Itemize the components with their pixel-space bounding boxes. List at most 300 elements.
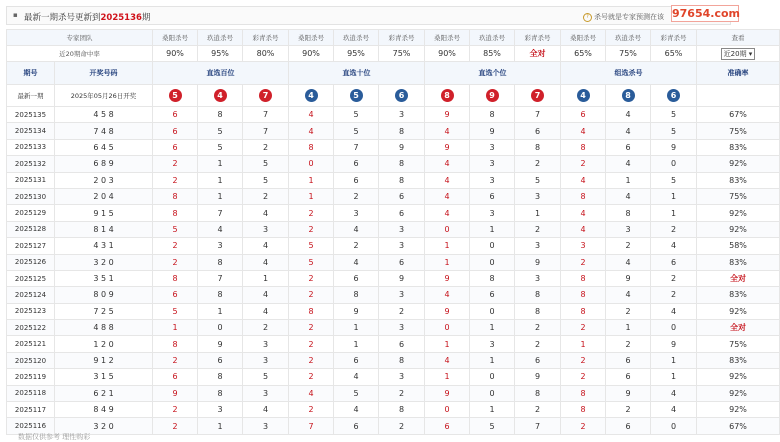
expert-hit-rate: 65% [651,46,697,62]
kill-value-cell: 4 [334,254,379,270]
kill-value-cell: 4 [334,369,379,385]
kill-value-cell: 2 [515,402,561,418]
kill-value-cell: 4 [198,221,243,237]
table-row [7,320,780,336]
open-number-cell: 8 1 4 [55,221,153,237]
period-cell: 2025130 [7,188,55,204]
kill-value-cell: 8 [153,270,198,286]
latest-ball-cell [651,85,697,107]
kill-value-cell: 1 [651,188,697,204]
kill-value-cell: 6 [425,418,470,434]
kill-value-cell: 8 [470,270,515,286]
open-number-cell: 3 2 0 [55,418,153,434]
kill-value-cell: 8 [515,139,561,155]
kill-value-cell: 5 [651,172,697,188]
kill-value-cell: 0 [470,369,515,385]
table-row [7,172,780,188]
kill-value-cell: 9 [651,336,697,352]
kill-value-cell: 1 [289,172,334,188]
kill-value-cell: 7 [515,418,561,434]
kill-value-cell: 2 [153,402,198,418]
kill-value-cell: 3 [470,156,515,172]
kill-value-cell: 1 [561,336,606,352]
expert-hit-rate: 65% [561,46,606,62]
accuracy-cell: 92% [697,402,780,418]
kill-value-cell: 4 [606,254,651,270]
kill-value-cell: 9 [425,270,470,286]
expert-name: 彩青杀号 [379,30,425,46]
kill-value-cell: 6 [379,188,425,204]
accuracy-cell: 全对 [697,270,780,286]
kill-value-cell: 4 [606,107,651,123]
accuracy-cell: 92% [697,385,780,401]
accuracy-cell: 75% [697,336,780,352]
kill-value-cell: 8 [561,287,606,303]
kill-value-cell: 8 [289,303,334,319]
open-number-cell: 6 2 1 [55,385,153,401]
open-number-cell: 6 4 5 [55,139,153,155]
number-ball: 6 [667,89,680,102]
kill-value-cell: 3 [470,139,515,155]
kill-value-cell: 3 [334,205,379,221]
number-ball: 4 [305,89,318,102]
kill-value-cell: 4 [425,352,470,368]
kill-value-cell: 9 [425,107,470,123]
kill-value-cell: 4 [561,221,606,237]
kill-value-cell: 3 [379,287,425,303]
number-ball: 5 [169,89,182,102]
kill-value-cell: 9 [606,270,651,286]
kill-value-cell: 5 [334,107,379,123]
expert-team-label: 专家团队 [7,30,153,46]
kill-value-cell: 3 [470,336,515,352]
kill-value-cell: 9 [198,336,243,352]
latest-ball-cell [243,85,289,107]
table-row [7,221,780,237]
kill-value-cell: 4 [334,221,379,237]
kill-value-cell: 8 [561,402,606,418]
kill-value-cell: 4 [425,287,470,303]
kill-value-cell: 2 [379,385,425,401]
kill-value-cell: 9 [425,385,470,401]
footer-note: 数据仅供参考 理性购彩 [18,433,91,441]
table-row [7,402,780,418]
kill-value-cell: 2 [289,352,334,368]
kill-value-cell: 2 [289,336,334,352]
period-cell: 2025119 [7,369,55,385]
kill-value-cell: 8 [561,270,606,286]
expert-name: 玖逍杀号 [606,30,651,46]
open-number-cell: 7 4 8 [55,123,153,139]
kill-value-cell: 1 [470,352,515,368]
latest-ball-cell [289,85,334,107]
kill-value-cell: 3 [515,270,561,286]
accuracy-cell: 83% [697,352,780,368]
open-number-cell: 9 1 2 [55,352,153,368]
table-row [7,336,780,352]
kill-value-cell: 9 [606,385,651,401]
kill-value-cell: 1 [606,320,651,336]
kill-value-cell: 8 [515,303,561,319]
period-cell: 2025134 [7,123,55,139]
kill-value-cell: 5 [289,238,334,254]
accuracy-cell: 92% [697,205,780,221]
open-number-cell: 3 5 1 [55,270,153,286]
kill-value-cell: 6 [470,287,515,303]
open-number-cell: 7 2 5 [55,303,153,319]
kill-value-cell: 5 [243,172,289,188]
period-cell: 2025133 [7,139,55,155]
kill-value-cell: 9 [379,270,425,286]
kill-value-cell: 4 [561,205,606,221]
period-select-cell [697,46,780,62]
kill-value-cell: 4 [243,254,289,270]
expert-name: 玖逍杀号 [198,30,243,46]
latest-ball-cell [379,85,425,107]
kill-value-cell: 6 [153,369,198,385]
kill-value-cell: 5 [289,254,334,270]
kill-value-cell: 3 [243,336,289,352]
group-kill-header: 组选杀号 [561,62,697,85]
kill-value-cell: 6 [561,107,606,123]
kill-value-cell: 8 [379,123,425,139]
kill-value-cell: 8 [515,287,561,303]
kill-value-cell: 8 [198,369,243,385]
kill-value-cell: 3 [198,402,243,418]
kill-value-cell: 4 [606,188,651,204]
number-ball: 6 [395,89,408,102]
kill-value-cell: 9 [425,303,470,319]
accuracy-cell: 83% [697,172,780,188]
kill-value-cell: 4 [651,385,697,401]
expert-hit-rate: 90% [425,46,470,62]
latest-ball-cell [425,85,470,107]
kill-value-cell: 2 [289,270,334,286]
expert-name: 彩青杀号 [651,30,697,46]
kill-value-cell: 2 [515,336,561,352]
kill-value-cell: 2 [651,270,697,286]
latest-ball-cell [606,85,651,107]
kill-value-cell: 3 [243,352,289,368]
accuracy-cell: 92% [697,221,780,237]
kill-value-cell: 8 [561,385,606,401]
kill-value-cell: 6 [379,205,425,221]
number-ball: 8 [441,89,454,102]
accuracy-cell: 67% [697,107,780,123]
table-row [7,287,780,303]
table-row [7,139,780,155]
latest-label: 最新一期 [7,85,55,107]
kill-value-cell: 4 [334,402,379,418]
kill-value-cell: 6 [153,107,198,123]
kill-value-cell: 8 [379,352,425,368]
kill-value-cell: 8 [379,172,425,188]
kill-value-cell: 1 [651,205,697,221]
kill-value-cell: 1 [198,303,243,319]
kill-value-cell: 2 [561,254,606,270]
kill-value-cell: 2 [561,352,606,368]
notice-text: ? 杀号就是专家预测在该 [583,12,664,22]
kill-value-cell: 2 [289,320,334,336]
expert-name: 玖逍杀号 [470,30,515,46]
tens-header: 直选十位 [289,62,425,85]
kill-value-cell: 2 [561,418,606,434]
kill-value-cell: 9 [470,123,515,139]
kill-value-cell: 5 [153,221,198,237]
open-number-cell: 4 8 8 [55,320,153,336]
accuracy-cell: 58% [697,238,780,254]
period-header: 期号 [7,62,55,85]
kill-value-cell: 2 [289,369,334,385]
kill-value-cell: 3 [470,172,515,188]
kill-value-cell: 8 [153,205,198,221]
kill-value-cell: 8 [198,107,243,123]
table-row [7,254,780,270]
kill-value-cell: 6 [198,352,243,368]
accuracy-cell: 92% [697,156,780,172]
kill-value-cell: 4 [243,402,289,418]
kill-value-cell: 6 [470,188,515,204]
kill-value-cell: 1 [515,205,561,221]
kill-value-cell: 1 [153,320,198,336]
period-cell: 2025125 [7,270,55,286]
list-icon: ▪ [13,11,18,19]
kill-value-cell: 8 [379,156,425,172]
kill-value-cell: 2 [243,139,289,155]
kill-value-cell: 6 [606,352,651,368]
title-bar [6,6,731,25]
expert-name: 桑阳杀号 [289,30,334,46]
kill-value-cell: 0 [470,254,515,270]
kill-value-cell: 9 [651,139,697,155]
kill-value-cell: 5 [198,123,243,139]
kill-value-cell: 6 [334,172,379,188]
number-ball: 7 [259,89,272,102]
kill-number-table [6,29,780,435]
watermark-logo: 97654.com [672,7,740,20]
kill-value-cell: 5 [334,123,379,139]
kill-value-cell: 9 [153,385,198,401]
kill-value-cell: 4 [289,107,334,123]
number-ball: 5 [350,89,363,102]
accuracy-cell: 75% [697,123,780,139]
kill-value-cell: 2 [289,287,334,303]
expert-name-row [7,30,780,46]
kill-value-cell: 2 [606,402,651,418]
kill-value-cell: 8 [153,188,198,204]
kill-value-cell: 8 [470,107,515,123]
open-number-cell: 6 8 9 [55,156,153,172]
kill-value-cell: 6 [379,254,425,270]
kill-value-cell: 1 [470,402,515,418]
expert-hit-rate: 80% [243,46,289,62]
kill-value-cell: 2 [561,320,606,336]
kill-value-cell: 1 [198,172,243,188]
table-row [7,303,780,319]
kill-value-cell: 9 [425,139,470,155]
kill-value-cell: 3 [515,188,561,204]
expert-hit-rate: 90% [289,46,334,62]
expert-hit-rate: 90% [153,46,198,62]
units-header: 直选个位 [425,62,561,85]
kill-value-cell: 4 [651,238,697,254]
accuracy-cell: 75% [697,188,780,204]
column-header-row [7,62,780,85]
kill-value-cell: 8 [561,139,606,155]
table-row [7,188,780,204]
kill-value-cell: 3 [561,238,606,254]
kill-value-cell: 2 [561,156,606,172]
latest-ball-cell [470,85,515,107]
number-ball: 4 [214,89,227,102]
open-number-cell: 1 2 0 [55,336,153,352]
kill-value-cell: 2 [379,418,425,434]
kill-value-cell: 7 [515,107,561,123]
period-cell: 2025123 [7,303,55,319]
kill-value-cell: 4 [651,303,697,319]
kill-value-cell: 8 [289,139,334,155]
accuracy-cell: 83% [697,254,780,270]
kill-value-cell: 2 [243,320,289,336]
kill-value-cell: 5 [198,139,243,155]
kill-value-cell: 6 [606,418,651,434]
kill-value-cell: 4 [561,123,606,139]
open-number-cell: 4 5 8 [55,107,153,123]
kill-value-cell: 7 [198,270,243,286]
kill-value-cell: 0 [651,418,697,434]
kill-value-cell: 5 [515,172,561,188]
kill-value-cell: 4 [561,172,606,188]
kill-value-cell: 4 [289,385,334,401]
kill-value-cell: 2 [651,287,697,303]
kill-value-cell: 2 [289,205,334,221]
kill-value-cell: 1 [651,369,697,385]
kill-value-cell: 0 [470,238,515,254]
kill-value-cell: 5 [651,107,697,123]
kill-value-cell: 5 [334,385,379,401]
expert-name: 彩青杀号 [515,30,561,46]
kill-value-cell: 0 [289,156,334,172]
kill-value-cell: 2 [153,418,198,434]
kill-value-cell: 5 [153,303,198,319]
number-ball: 7 [531,89,544,102]
accuracy-cell: 92% [697,369,780,385]
kill-value-cell: 4 [243,205,289,221]
latest-ball-cell [561,85,606,107]
kill-value-cell: 2 [153,156,198,172]
kill-value-cell: 4 [651,402,697,418]
accuracy-cell: 83% [697,139,780,155]
kill-value-cell: 0 [470,385,515,401]
kill-value-cell: 6 [153,123,198,139]
kill-value-cell: 9 [515,369,561,385]
open-number-header: 开奖号码 [55,62,153,85]
kill-value-cell: 0 [425,221,470,237]
period-cell: 2025135 [7,107,55,123]
kill-value-cell: 3 [243,385,289,401]
expert-hit-rate: 75% [606,46,651,62]
accuracy-cell: 92% [697,303,780,319]
kill-value-cell: 4 [606,123,651,139]
kill-value-cell: 0 [651,156,697,172]
kill-value-cell: 2 [515,156,561,172]
kill-value-cell: 0 [651,320,697,336]
kill-value-cell: 2 [515,221,561,237]
kill-value-cell: 2 [606,303,651,319]
period-select[interactable]: 近20期 ▾ [721,48,756,60]
kill-value-cell: 1 [198,156,243,172]
latest-ball-cell [515,85,561,107]
kill-value-cell: 7 [289,418,334,434]
kill-value-cell: 6 [334,156,379,172]
accuracy-cell: 67% [697,418,780,434]
period-cell: 2025117 [7,402,55,418]
kill-value-cell: 2 [243,188,289,204]
kill-value-cell: 3 [515,238,561,254]
kill-value-cell: 8 [561,188,606,204]
kill-value-cell: 9 [379,139,425,155]
kill-value-cell: 7 [243,107,289,123]
kill-value-cell: 3 [379,221,425,237]
kill-value-cell: 8 [606,205,651,221]
expert-name: 玖逍杀号 [334,30,379,46]
kill-value-cell: 4 [425,172,470,188]
kill-value-cell: 6 [515,352,561,368]
kill-value-cell: 1 [425,336,470,352]
open-number-cell: 3 2 0 [55,254,153,270]
open-number-cell: 2 0 4 [55,188,153,204]
kill-value-cell: 5 [243,369,289,385]
hundreds-header: 直选百位 [153,62,289,85]
kill-value-cell: 5 [470,418,515,434]
kill-value-cell: 2 [606,238,651,254]
kill-value-cell: 6 [379,336,425,352]
latest-row [7,85,780,107]
kill-value-cell: 3 [379,107,425,123]
period-cell: 2025120 [7,352,55,368]
kill-value-cell: 6 [334,270,379,286]
kill-value-cell: 3 [243,418,289,434]
expert-hit-rate: 95% [198,46,243,62]
kill-value-cell: 0 [425,320,470,336]
number-ball: 4 [577,89,590,102]
kill-value-cell: 9 [334,303,379,319]
kill-value-cell: 2 [153,172,198,188]
kill-value-cell: 8 [198,385,243,401]
expert-hit-rate: 85% [470,46,515,62]
kill-value-cell: 4 [243,303,289,319]
kill-value-cell: 8 [153,336,198,352]
kill-value-cell: 2 [289,402,334,418]
accuracy-header: 准确率 [697,62,780,85]
kill-value-cell: 6 [153,139,198,155]
page-title: 最新一期杀号更新到2025136期 [24,13,151,23]
period-cell: 2025127 [7,238,55,254]
kill-value-cell: 1 [606,172,651,188]
latest-acc-cell [697,85,780,107]
expert-hit-rate: 95% [334,46,379,62]
latest-ball-cell [334,85,379,107]
kill-value-cell: 5 [243,156,289,172]
kill-value-cell: 3 [379,320,425,336]
kill-value-cell: 7 [198,205,243,221]
kill-value-cell: 7 [334,139,379,155]
info-icon: ? [583,13,592,22]
kill-value-cell: 6 [606,139,651,155]
latest-open-date: 2025年05月26日开奖 [55,85,153,107]
kill-value-cell: 2 [515,320,561,336]
kill-value-cell: 6 [334,418,379,434]
